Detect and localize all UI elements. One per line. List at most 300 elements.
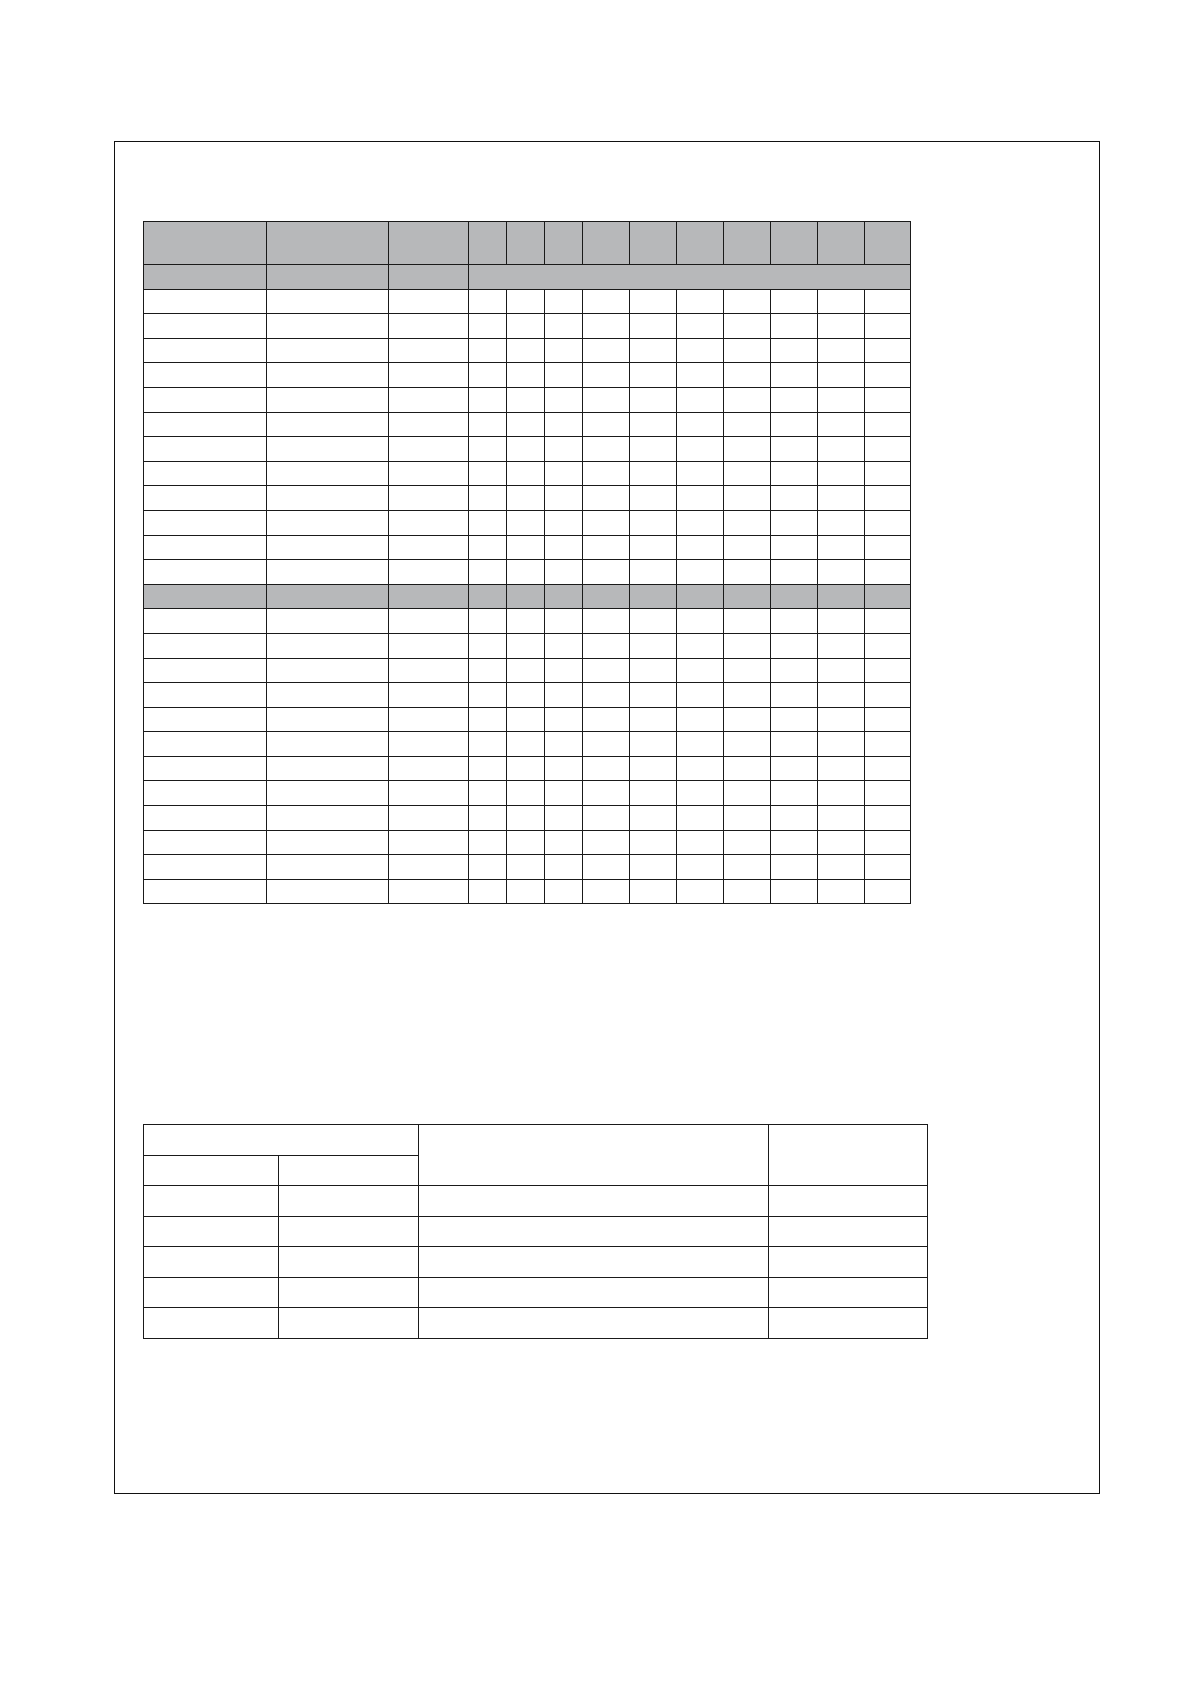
table-cell [144,683,267,708]
table-cell [630,707,677,732]
table-row [144,510,911,535]
table-cell [865,707,911,732]
table-cell [769,1308,928,1339]
table-cell [771,338,818,363]
table-cell [144,560,267,585]
table-cell [583,855,630,880]
table-cell [583,560,630,585]
table-cell [630,338,677,363]
table-cell [279,1186,419,1217]
table-cell [630,756,677,781]
table-row [144,338,911,363]
table-cell [724,461,771,486]
table-cell [469,461,507,486]
table-cell [267,412,389,437]
table-row [144,658,911,683]
table-cell [771,387,818,412]
table-cell [818,732,865,757]
table-cell [469,781,507,806]
table-cell [818,855,865,880]
table-cell [583,314,630,339]
table-cell [818,830,865,855]
table-cell [267,222,389,265]
table-cell [389,510,469,535]
table-cell [724,289,771,314]
table-cell [144,781,267,806]
table-cell [630,683,677,708]
table-cell [507,461,545,486]
table-cell [144,363,267,388]
table-cell [144,1186,279,1217]
table-cell [724,830,771,855]
table-row [144,387,911,412]
table-cell [818,510,865,535]
table-row [144,289,911,314]
table-cell [865,732,911,757]
table-cell [507,855,545,880]
table-cell [724,560,771,585]
table-cell [507,535,545,560]
table-cell [507,707,545,732]
table-cell [865,461,911,486]
table-cell [677,584,724,609]
table-cell [771,584,818,609]
table-cell [818,658,865,683]
table-cell [865,363,911,388]
table-cell [144,1308,279,1339]
table-cell [507,222,545,265]
table-cell [630,806,677,831]
table-row [144,1308,928,1339]
table-cell [677,781,724,806]
table-cell [818,707,865,732]
table-cell [771,437,818,462]
table-cell [724,437,771,462]
table-cell [583,461,630,486]
table-cell [724,387,771,412]
table-row [144,314,911,339]
table-cell [630,732,677,757]
table-cell [630,560,677,585]
table-cell [677,806,724,831]
table-cell [771,732,818,757]
table-cell [469,879,507,904]
table-cell [677,363,724,388]
table-cell [724,879,771,904]
table-cell [630,222,677,265]
table-cell [267,879,389,904]
table-cell [630,830,677,855]
table-cell [144,732,267,757]
table-cell [144,806,267,831]
table-cell [419,1216,769,1247]
table-cell [144,658,267,683]
table-cell [677,609,724,634]
table-cell [144,707,267,732]
table-cell [144,314,267,339]
table-cell [818,314,865,339]
table-row [144,560,911,585]
table-cell [724,756,771,781]
table-cell [630,510,677,535]
table-cell [389,461,469,486]
table-row [144,412,911,437]
summary-group-header [144,1125,419,1156]
summary-subheader-cell [144,1155,279,1186]
data-grid-table [143,221,911,904]
summary-header-row [144,1125,928,1156]
table-cell [469,830,507,855]
table-row [144,806,911,831]
table-cell [144,486,267,511]
table-cell [267,289,389,314]
table-cell [469,289,507,314]
table-cell [677,732,724,757]
table-cell [144,855,267,880]
table-cell [267,510,389,535]
table-cell [267,338,389,363]
table-cell [144,222,267,265]
table-cell [507,363,545,388]
table-cell [469,584,507,609]
summary-right-header [769,1125,928,1186]
table-cell [267,486,389,511]
table-cell [865,222,911,265]
table-cell [677,879,724,904]
table-cell [545,806,583,831]
table-cell [267,633,389,658]
table-cell [583,510,630,535]
table-cell [583,683,630,708]
table-cell [469,855,507,880]
table-row [144,486,911,511]
table-cell [545,756,583,781]
table-cell [545,387,583,412]
table-cell [469,633,507,658]
table-cell [818,584,865,609]
table-cell [469,756,507,781]
table-cell [724,633,771,658]
table-cell [724,855,771,880]
table-cell [771,486,818,511]
table-cell [545,338,583,363]
table-cell [771,658,818,683]
table-row [144,609,911,634]
table-cell [279,1247,419,1278]
table-cell [469,609,507,634]
table-cell [507,387,545,412]
table-cell [389,855,469,880]
table-cell [267,387,389,412]
table-cell [389,412,469,437]
table-cell [469,806,507,831]
table-cell [389,707,469,732]
table-cell [630,658,677,683]
table-cell [818,609,865,634]
table-cell [389,486,469,511]
table-cell [545,658,583,683]
table-cell [677,437,724,462]
table-row [144,437,911,462]
table-cell [818,486,865,511]
table-cell [389,584,469,609]
table-cell [771,314,818,339]
table-cell [771,289,818,314]
table-cell [583,806,630,831]
table-cell [769,1216,928,1247]
table-cell [469,338,507,363]
table-cell [865,486,911,511]
table-cell [771,560,818,585]
table-cell [469,658,507,683]
table-cell [389,387,469,412]
table-cell [419,1277,769,1308]
table-cell [389,265,469,290]
table-cell [469,437,507,462]
table-cell [769,1247,928,1278]
table-cell [724,732,771,757]
table-cell [469,707,507,732]
table-cell [144,265,267,290]
table-cell [771,879,818,904]
table-cell [677,289,724,314]
table-cell [865,756,911,781]
table-cell [545,289,583,314]
table-cell [267,437,389,462]
table-cell [267,535,389,560]
table-cell [771,806,818,831]
table-cell [267,560,389,585]
table-cell [865,510,911,535]
table-cell [677,387,724,412]
table-cell [771,363,818,388]
table-cell [865,658,911,683]
table-cell [144,633,267,658]
table-cell [267,855,389,880]
table-row [144,756,911,781]
table-cell [865,633,911,658]
table-cell [818,412,865,437]
table-cell [865,855,911,880]
table-cell [267,584,389,609]
table-cell [818,560,865,585]
table-cell [771,830,818,855]
table-cell [677,486,724,511]
table-cell [583,707,630,732]
table-cell [469,265,911,290]
table-cell [771,609,818,634]
table-cell [469,560,507,585]
table-cell [677,707,724,732]
table-cell [865,830,911,855]
table-cell [389,314,469,339]
table-cell [865,609,911,634]
table-cell [144,535,267,560]
table-cell [677,855,724,880]
table-cell [724,486,771,511]
table-cell [507,289,545,314]
table-cell [630,633,677,658]
table-cell [769,1277,928,1308]
table-cell [144,412,267,437]
table-cell [583,658,630,683]
table-cell [818,387,865,412]
table-cell [267,707,389,732]
table-cell [771,222,818,265]
table-row [144,707,911,732]
table-cell [545,633,583,658]
table-cell [630,314,677,339]
table-cell [630,437,677,462]
table-cell [545,510,583,535]
table-cell [818,289,865,314]
table-cell [630,535,677,560]
table-cell [389,222,469,265]
table-cell [469,387,507,412]
table-cell [630,486,677,511]
table-cell [865,338,911,363]
table-cell [677,633,724,658]
table-cell [507,781,545,806]
table-cell [724,535,771,560]
table-cell [389,658,469,683]
table-cell [144,756,267,781]
table-cell [630,461,677,486]
table-cell [144,584,267,609]
table-cell [545,781,583,806]
table-row [144,535,911,560]
section-header-row [144,584,911,609]
table-cell [630,855,677,880]
table-cell [507,879,545,904]
table-cell [144,609,267,634]
table-cell [389,363,469,388]
table-cell [279,1277,419,1308]
table-cell [583,584,630,609]
table-cell [583,633,630,658]
table-cell [677,756,724,781]
table-cell [630,781,677,806]
table-cell [469,535,507,560]
table-cell [545,732,583,757]
table-cell [677,535,724,560]
table-cell [771,633,818,658]
table-cell [583,781,630,806]
table-row [144,879,911,904]
table-cell [507,683,545,708]
table-cell [144,879,267,904]
table-cell [144,510,267,535]
table-cell [389,609,469,634]
table-cell [865,560,911,585]
table-cell [267,830,389,855]
table-cell [469,486,507,511]
table-cell [507,830,545,855]
table-cell [818,781,865,806]
table-cell [818,222,865,265]
table-cell [865,387,911,412]
table-cell [771,510,818,535]
table-cell [865,781,911,806]
table-cell [267,683,389,708]
table-cell [389,535,469,560]
table-cell [507,806,545,831]
table-cell [771,683,818,708]
table-cell [545,855,583,880]
table-cell [865,535,911,560]
table-cell [267,265,389,290]
table-row [144,732,911,757]
table-cell [583,338,630,363]
table-cell [771,707,818,732]
table-cell [267,609,389,634]
table-row [144,363,911,388]
table-cell [583,830,630,855]
table-cell [507,314,545,339]
table-row [144,1277,928,1308]
table-cell [267,781,389,806]
table-cell [144,830,267,855]
table-row [144,461,911,486]
table-cell [724,314,771,339]
table-cell [677,658,724,683]
table-cell [583,222,630,265]
summary-subheader-cell [279,1155,419,1186]
table-cell [583,732,630,757]
table-cell [771,535,818,560]
table-cell [545,535,583,560]
table-cell [469,732,507,757]
table-cell [389,560,469,585]
table-cell [865,289,911,314]
table-cell [545,560,583,585]
table-cell [545,584,583,609]
table-cell [630,363,677,388]
table-cell [419,1308,769,1339]
table-cell [469,222,507,265]
table-cell [545,412,583,437]
table-cell [545,222,583,265]
table-header-row [144,222,911,265]
table-cell [724,683,771,708]
table-cell [583,289,630,314]
table-cell [507,756,545,781]
table-cell [677,338,724,363]
table-cell [389,732,469,757]
table-cell [677,314,724,339]
table-cell [818,683,865,708]
table-cell [865,437,911,462]
table-cell [583,437,630,462]
table-cell [724,584,771,609]
table-cell [389,879,469,904]
table-cell [389,781,469,806]
table-cell [545,437,583,462]
table-cell [419,1186,769,1217]
table-cell [771,756,818,781]
table-cell [583,756,630,781]
table-row [144,1247,928,1278]
table-cell [677,412,724,437]
table-cell [865,314,911,339]
table-cell [507,510,545,535]
table-cell [818,363,865,388]
table-cell [279,1308,419,1339]
table-cell [583,387,630,412]
table-row [144,781,911,806]
table-row [144,633,911,658]
table-cell [507,609,545,634]
